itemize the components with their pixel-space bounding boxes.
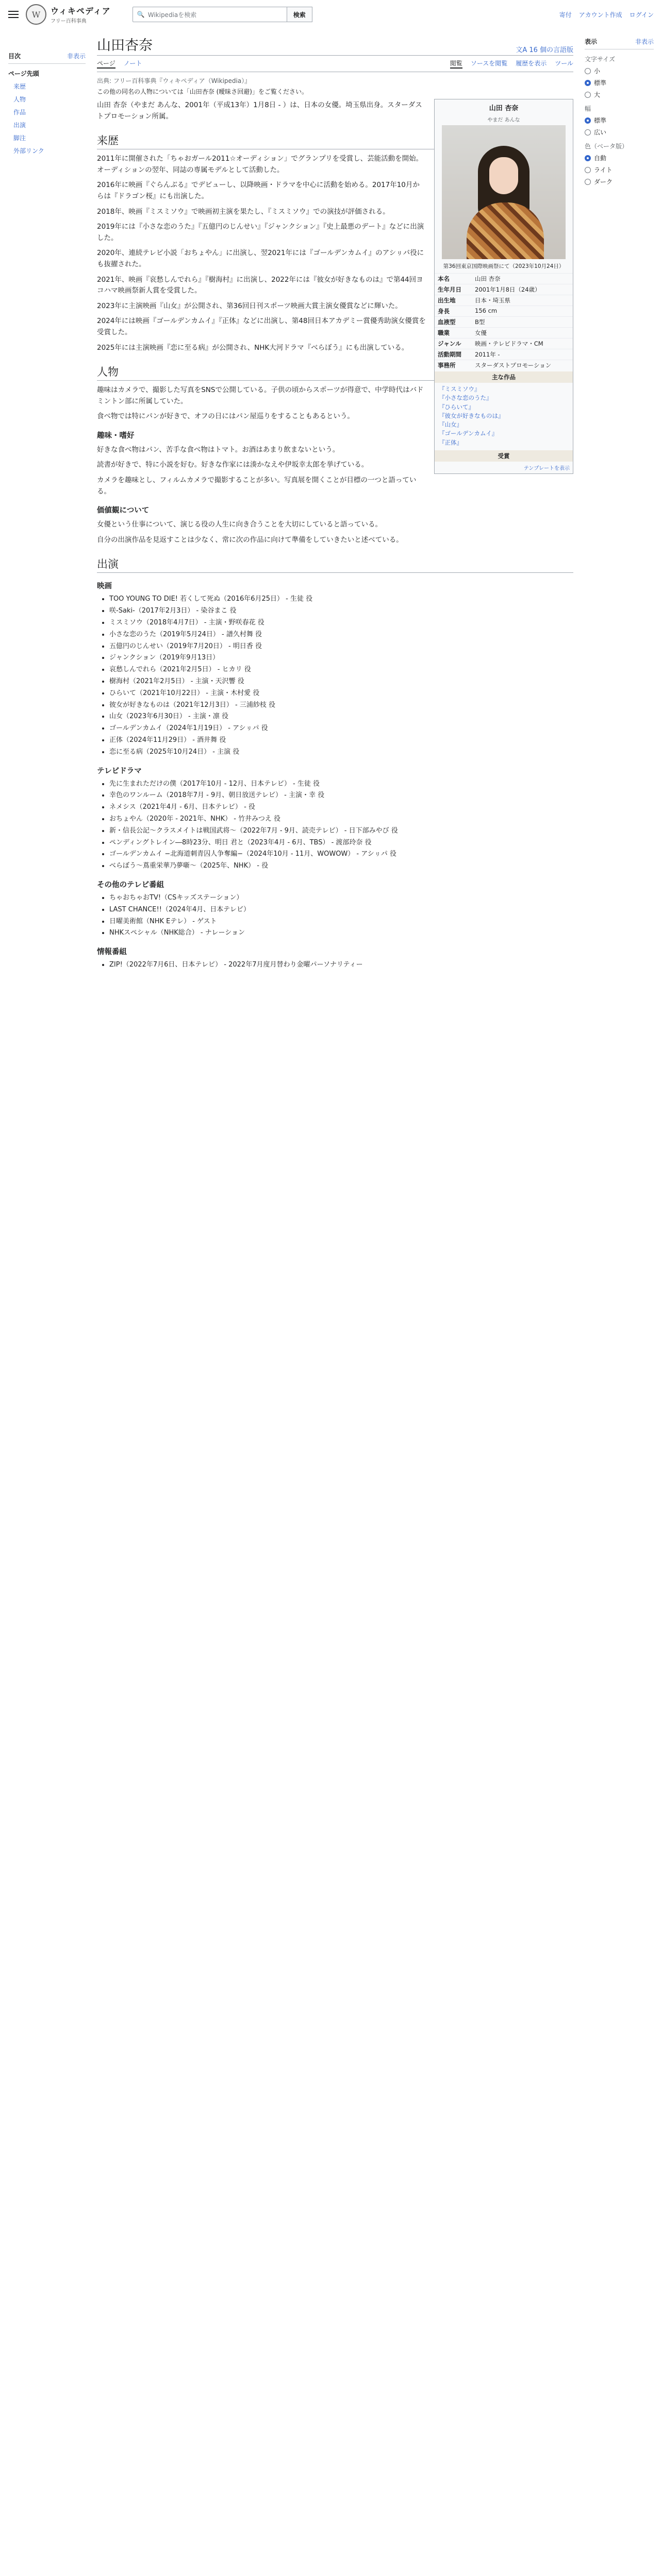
other-tv-list-item[interactable]: • 日曜美術館（NHK Eテレ） - ゲスト xyxy=(109,917,573,927)
tab-read[interactable]: 閲覧 xyxy=(450,59,462,69)
search-form xyxy=(133,7,312,22)
career-paragraph: 2016年に映画『ぐらんぶる』でデビューし、以降映画・ドラマを中心に活動を始める。2017年10月からは『ドラゴン桜』にも出演した。 xyxy=(97,181,420,200)
text-standard-label: 標準 xyxy=(594,79,607,87)
language-button[interactable] xyxy=(516,44,573,54)
career-paragraph: 2021年、映画『哀愁しんでれら』『樹海村』に出演し、2022年には『彼女が好きなものは』で第44回ヨコハマ映画祭新人賞を受賞した。 xyxy=(97,275,423,295)
toc-title: 目次 xyxy=(8,53,21,60)
other-tv-list-item[interactable]: • NHKスペシャル（NHK総合） - ナレーション xyxy=(109,928,573,939)
career-paragraph: 2018年、映画『ミスミソウ』で映画初主演を果たし、『ミスミソウ』での演技が評価される。 xyxy=(97,207,390,216)
infobox-key: 本名 xyxy=(438,275,450,282)
works-heading: 出演 xyxy=(97,556,573,573)
career-heading: 来歴 xyxy=(97,132,573,149)
tab-tools[interactable]: ツール xyxy=(555,60,573,67)
film-list-item[interactable]: • TOO YOUNG TO DIE! 若くして死ぬ（2016年6月25日） - 生徒 役 xyxy=(109,594,573,605)
film-list-item[interactable]: • 五億円のじんせい（2019年7月20日） - 明日香 役 xyxy=(109,641,573,652)
menu-icon[interactable] xyxy=(8,11,19,18)
width-standard-radio[interactable] xyxy=(585,117,591,124)
infobox-value: B型 xyxy=(475,318,485,326)
works-section-title: 主な作品 xyxy=(435,371,573,383)
infobox-key: ジャンル xyxy=(438,340,461,347)
login-link[interactable]: ログイン xyxy=(629,11,654,19)
infobox-key: 職業 xyxy=(438,329,450,336)
width-wide-label: 広い xyxy=(594,129,607,136)
color-light-label: ライト xyxy=(594,166,613,174)
toc-sidebar xyxy=(8,29,86,973)
infobox-ruby: やまだ あんな xyxy=(487,117,520,123)
text-standard-radio[interactable] xyxy=(585,80,591,86)
infobox-work-link[interactable]: 『ミスミソウ』 xyxy=(439,385,481,393)
width-wide-radio[interactable] xyxy=(585,129,591,135)
film-list-item[interactable]: • ひらいて（2021年10月22日） - 主演・木村愛 役 xyxy=(109,688,573,699)
film-list-item[interactable]: • 小さな恋のうた（2019年5月24日） - 譜久村舞 役 xyxy=(109,630,573,640)
hobby-paragraph: 読書が好きで、特に小説を好む。好きな作家には湊かなえや伊坂幸太郎を挙げている。 xyxy=(97,461,369,469)
person-heading: 人物 xyxy=(97,364,573,381)
text-small-label: 小 xyxy=(594,67,601,75)
drama-list-item[interactable]: • ネメシス（2021年4月 - 6月、日本テレビ） - 役 xyxy=(109,802,573,813)
info-program-heading: 情報番組 xyxy=(97,948,127,957)
other-tv-heading: その他のテレビ番組 xyxy=(97,880,164,889)
toc-item-top[interactable]: ページ先頭 xyxy=(8,70,39,77)
infobox-row xyxy=(435,295,573,306)
infobox-row xyxy=(435,273,573,284)
toc-hide-button[interactable]: 非表示 xyxy=(67,53,86,60)
drama-list-item[interactable]: • ゴールデンカムイ −北海道刺青囚人争奪編−（2024年10月 - 11月、WOWOW） - アシㇼパ 役 xyxy=(109,849,573,860)
film-list-item[interactable]: • 恋に至る病（2025年10月24日） - 主演 役 xyxy=(109,747,573,758)
infobox-row xyxy=(435,316,573,327)
tab-talk[interactable]: ノート xyxy=(123,60,142,67)
infobox-work-link[interactable]: 『正体』 xyxy=(439,438,462,446)
infobox-work-link[interactable]: 『ひらいて』 xyxy=(439,403,474,411)
drama-list-item[interactable]: • ペンディングトレイン―8時23分、明日 君と（2023年4月 - 6月、TBS） - 渡部玲奈 役 xyxy=(109,838,573,849)
page-title-bar xyxy=(97,29,573,56)
header xyxy=(0,0,662,29)
film-list-item[interactable]: • 咲-Saki-（2017年2月3日） - 染谷まこ 役 xyxy=(109,606,573,617)
infobox-row xyxy=(435,284,573,295)
hobby-heading: 趣味・嗜好 xyxy=(97,431,135,440)
film-list-item[interactable]: • ジャンクション（2019年9月13日） xyxy=(109,653,573,664)
logo-title: ウィキペディア xyxy=(51,6,111,16)
values-paragraph: 女優という仕事について、演じる役の人生に向き合うことを大切にしていると語っている。 xyxy=(97,520,382,529)
width-standard-label: 標準 xyxy=(594,117,607,124)
color-auto-radio[interactable] xyxy=(585,155,591,161)
template-link[interactable]: テンプレートを表示 xyxy=(523,465,570,471)
photo-caption: 第36回東京国際映画祭にて（2023年10月24日） xyxy=(443,263,565,269)
values-heading: 価値観について xyxy=(97,506,150,515)
values-paragraph: 自分の出演作品を見返すことは少なく、常に次の作品に向けて準備をしていきたいと述べている。 xyxy=(97,535,403,544)
infobox-key: 出生地 xyxy=(438,297,456,304)
infobox-row xyxy=(435,338,573,349)
infobox-value: 日本・埼玉県 xyxy=(475,297,510,304)
drama-list-item[interactable]: • 先に生まれただけの僕（2017年10月 - 12月、日本テレビ） - 生徒 役 xyxy=(109,779,573,790)
toc-item-works[interactable]: 作品 xyxy=(13,109,26,116)
infobox-value: 女優 xyxy=(475,329,487,336)
tab-page[interactable]: ページ xyxy=(97,59,115,69)
search-placeholder: Wikipediaを検索 xyxy=(147,11,197,19)
translate-icon: 文A xyxy=(516,46,527,54)
drama-list-item[interactable]: • 幸色のワンルーム（2018年7月 - 9月、朝日放送テレビ） - 主演・幸 役 xyxy=(109,790,573,801)
color-auto-label: 自動 xyxy=(594,155,607,162)
other-tv-list-item[interactable]: • ちゃおちゃおTV!（CSキッズステーション） xyxy=(109,893,573,904)
info-program-list-item[interactable]: • ZIP!（2022年7月6日、日本テレビ） - 2022年7月度月替わり金曜パーソナリティー xyxy=(109,960,573,971)
career-paragraph: 2019年には『小さな恋のうた』『五億円のじんせい』『ジャンクション』『史上最悪のデート』などに出演した。 xyxy=(97,223,424,242)
create-account-link[interactable]: アカウント作成 xyxy=(578,11,622,19)
infobox-work-link[interactable]: 『小さな恋のうた』 xyxy=(439,394,492,402)
infobox-work-link[interactable]: 『ゴールデンカムイ』 xyxy=(439,430,498,437)
appearance-panel xyxy=(585,29,654,973)
search-input[interactable] xyxy=(133,7,287,22)
color-light-radio[interactable] xyxy=(585,167,591,173)
hatnote: この他の同名の人物については「山田杏奈 (曖昧さ回避)」をご覧ください。 xyxy=(97,88,308,95)
color-label: 色（ベータ版） xyxy=(585,143,628,150)
text-small-radio[interactable] xyxy=(585,68,591,74)
tab-history[interactable]: 履歴を表示 xyxy=(516,60,547,67)
infobox-key: 身長 xyxy=(438,308,450,315)
drama-heading: テレビドラマ xyxy=(97,767,142,775)
infobox xyxy=(434,99,573,474)
toc-item-external[interactable]: 外部リンク xyxy=(13,147,44,155)
width-label: 幅 xyxy=(585,105,591,112)
color-dark-radio[interactable] xyxy=(585,179,591,185)
career-paragraph: 2011年に開催された「ちゃおガール2011☆オーディション」でグランプリを受賞し、芸能活動を開始。オーディションの翌年、同誌の専属モデルとして活動した。 xyxy=(97,155,423,174)
infobox-key: 生年月日 xyxy=(438,286,461,293)
source-note: 出典: フリー百科事典『ウィキペディア（Wikipedia）』 xyxy=(97,77,251,84)
infobox-name: 山田 杏奈 xyxy=(489,105,519,112)
text-size-label: 文字サイズ xyxy=(585,56,616,63)
career-paragraph: 2025年には主演映画『恋に至る病』が公開され、NHK大河ドラマ『べらぼう』にも出演している。 xyxy=(97,343,409,352)
intro-paragraph: 山田 杏奈（やまだ あんな、2001年（平成13年）1月8日 - ）は、日本の女優。埼玉県出身。スターダストプロモーション所属。 xyxy=(97,101,422,121)
infobox-row xyxy=(435,306,573,316)
portrait-photo[interactable] xyxy=(442,125,566,259)
film-heading: 映画 xyxy=(97,582,112,591)
awards-section-title: 受賞 xyxy=(435,450,573,462)
globe-icon: W xyxy=(26,4,46,25)
page-title: 山田杏奈 xyxy=(97,38,153,54)
infobox-key: 血液型 xyxy=(438,318,456,326)
drama-list-item[interactable]: • べらぼう〜蔦重栄華乃夢噺〜（2025年、NHK） - 役 xyxy=(109,861,573,872)
career-paragraph: 2024年には映画『ゴールデンカムイ』『正体』などに出演し、第48回日本アカデミー賞優秀助演女優賞を受賞した。 xyxy=(97,317,426,336)
infobox-key: 活動期間 xyxy=(438,351,461,358)
infobox-value: スターダストプロモーション xyxy=(475,362,552,369)
user-links xyxy=(559,10,654,19)
film-list-item[interactable]: • 彼女が好きなものは（2021年12月3日） - 三浦紗枝 役 xyxy=(109,700,573,711)
infobox-value: 山田 杏奈 xyxy=(475,275,501,282)
infobox-value: 2011年 - xyxy=(475,351,500,358)
appearance-title: 表示 xyxy=(585,38,598,45)
search-icon: 🔍 xyxy=(137,11,145,18)
film-list-item[interactable]: • 哀愁しんでれら（2021年2月5日） - ヒカリ 役 xyxy=(109,665,573,675)
donate-link[interactable]: 寄付 xyxy=(559,11,572,19)
film-list-item[interactable]: • 樹海村（2021年2月5日） - 主演・天沢響 役 xyxy=(109,676,573,687)
drama-list-item[interactable]: • おちょやん（2020年 - 2021年、NHK） - 竹井みつえ 役 xyxy=(109,814,573,825)
toc-item-career[interactable]: 来歴 xyxy=(13,83,26,90)
infobox-key: 事務所 xyxy=(438,362,456,369)
article-content xyxy=(86,29,585,973)
film-list-item[interactable]: • 山女（2023年6月30日） - 主演・凛 役 xyxy=(109,711,573,722)
drama-list-item[interactable]: • 新・信長公記〜クラスメイトは戦国武将〜（2022年7月 - 9月、読売テレビ） - 日下部みやび 役 xyxy=(109,826,573,837)
infobox-value: 映画・テレビドラマ・CM xyxy=(475,340,543,347)
appearance-hide[interactable]: 非表示 xyxy=(635,38,654,45)
hobby-paragraph: 好きな食べ物はパン、苦手な食べ物はトマト。お酒はあまり飲まないという。 xyxy=(97,445,340,454)
search-button[interactable]: 検索 xyxy=(287,7,312,22)
toc-item-person[interactable]: 人物 xyxy=(13,96,26,103)
toc-item-notes[interactable]: 脚注 xyxy=(13,134,26,142)
color-dark-label: ダーク xyxy=(594,178,613,185)
infobox-value: 156 cm xyxy=(475,307,498,314)
infobox-row xyxy=(435,349,573,360)
film-list-item[interactable]: • 正体（2024年11月29日） - 酒井舞 役 xyxy=(109,735,573,746)
film-list-item[interactable]: • ミスミソウ（2018年4月7日） - 主演・野咲春花 役 xyxy=(109,618,573,629)
hobby-paragraph: カメラを趣味とし、フィルムカメラで撮影することが多い。写真展を開くことが目標の一つと語っている。 xyxy=(97,476,417,496)
language-count: 16 個の言語版 xyxy=(529,46,573,54)
text-large-radio[interactable] xyxy=(585,92,591,98)
infobox-value: 2001年1月8日（24歳） xyxy=(475,286,541,293)
infobox-row xyxy=(435,327,573,338)
career-paragraph: 2023年に主演映画『山女』が公開され、第36回日刊スポーツ映画大賞主演女優賞などに輝いた。 xyxy=(97,301,402,310)
toc-item-appearances[interactable]: 出演 xyxy=(13,122,26,129)
film-list-item[interactable]: • ゴールデンカムイ（2024年1月19日） - アシㇼパ 役 xyxy=(109,723,573,734)
page-tabs xyxy=(97,56,573,72)
text-large-label: 大 xyxy=(594,91,601,98)
other-tv-list-item[interactable]: • LAST CHANCE!!（2024年4月、日本テレビ） xyxy=(109,905,573,916)
logo-subtitle: フリー百科事典 xyxy=(51,19,87,24)
tab-view-source[interactable]: ソースを閲覧 xyxy=(470,60,508,67)
career-paragraph: 2020年、連続テレビ小説「おちょやん」に出演し、翌2021年には『ゴールデンカムイ』のアシㇼパ役にも抜擢された。 xyxy=(97,249,424,268)
infobox-work-link[interactable]: 『彼女が好きなものは』 xyxy=(439,412,504,419)
wikipedia-logo[interactable] xyxy=(26,4,111,25)
person-paragraph: 趣味はカメラで、撮影した写真をSNSで公開している。子供の頃からスポーツが得意で、中学時代はバドミントン部に所属していた。 xyxy=(97,386,424,405)
infobox-row xyxy=(435,360,573,370)
person-paragraph: 食べ物では特にパンが好きで、オフの日にはパン屋巡りをすることもあるという。 xyxy=(97,412,354,421)
infobox-work-link[interactable]: 『山女』 xyxy=(439,421,462,428)
